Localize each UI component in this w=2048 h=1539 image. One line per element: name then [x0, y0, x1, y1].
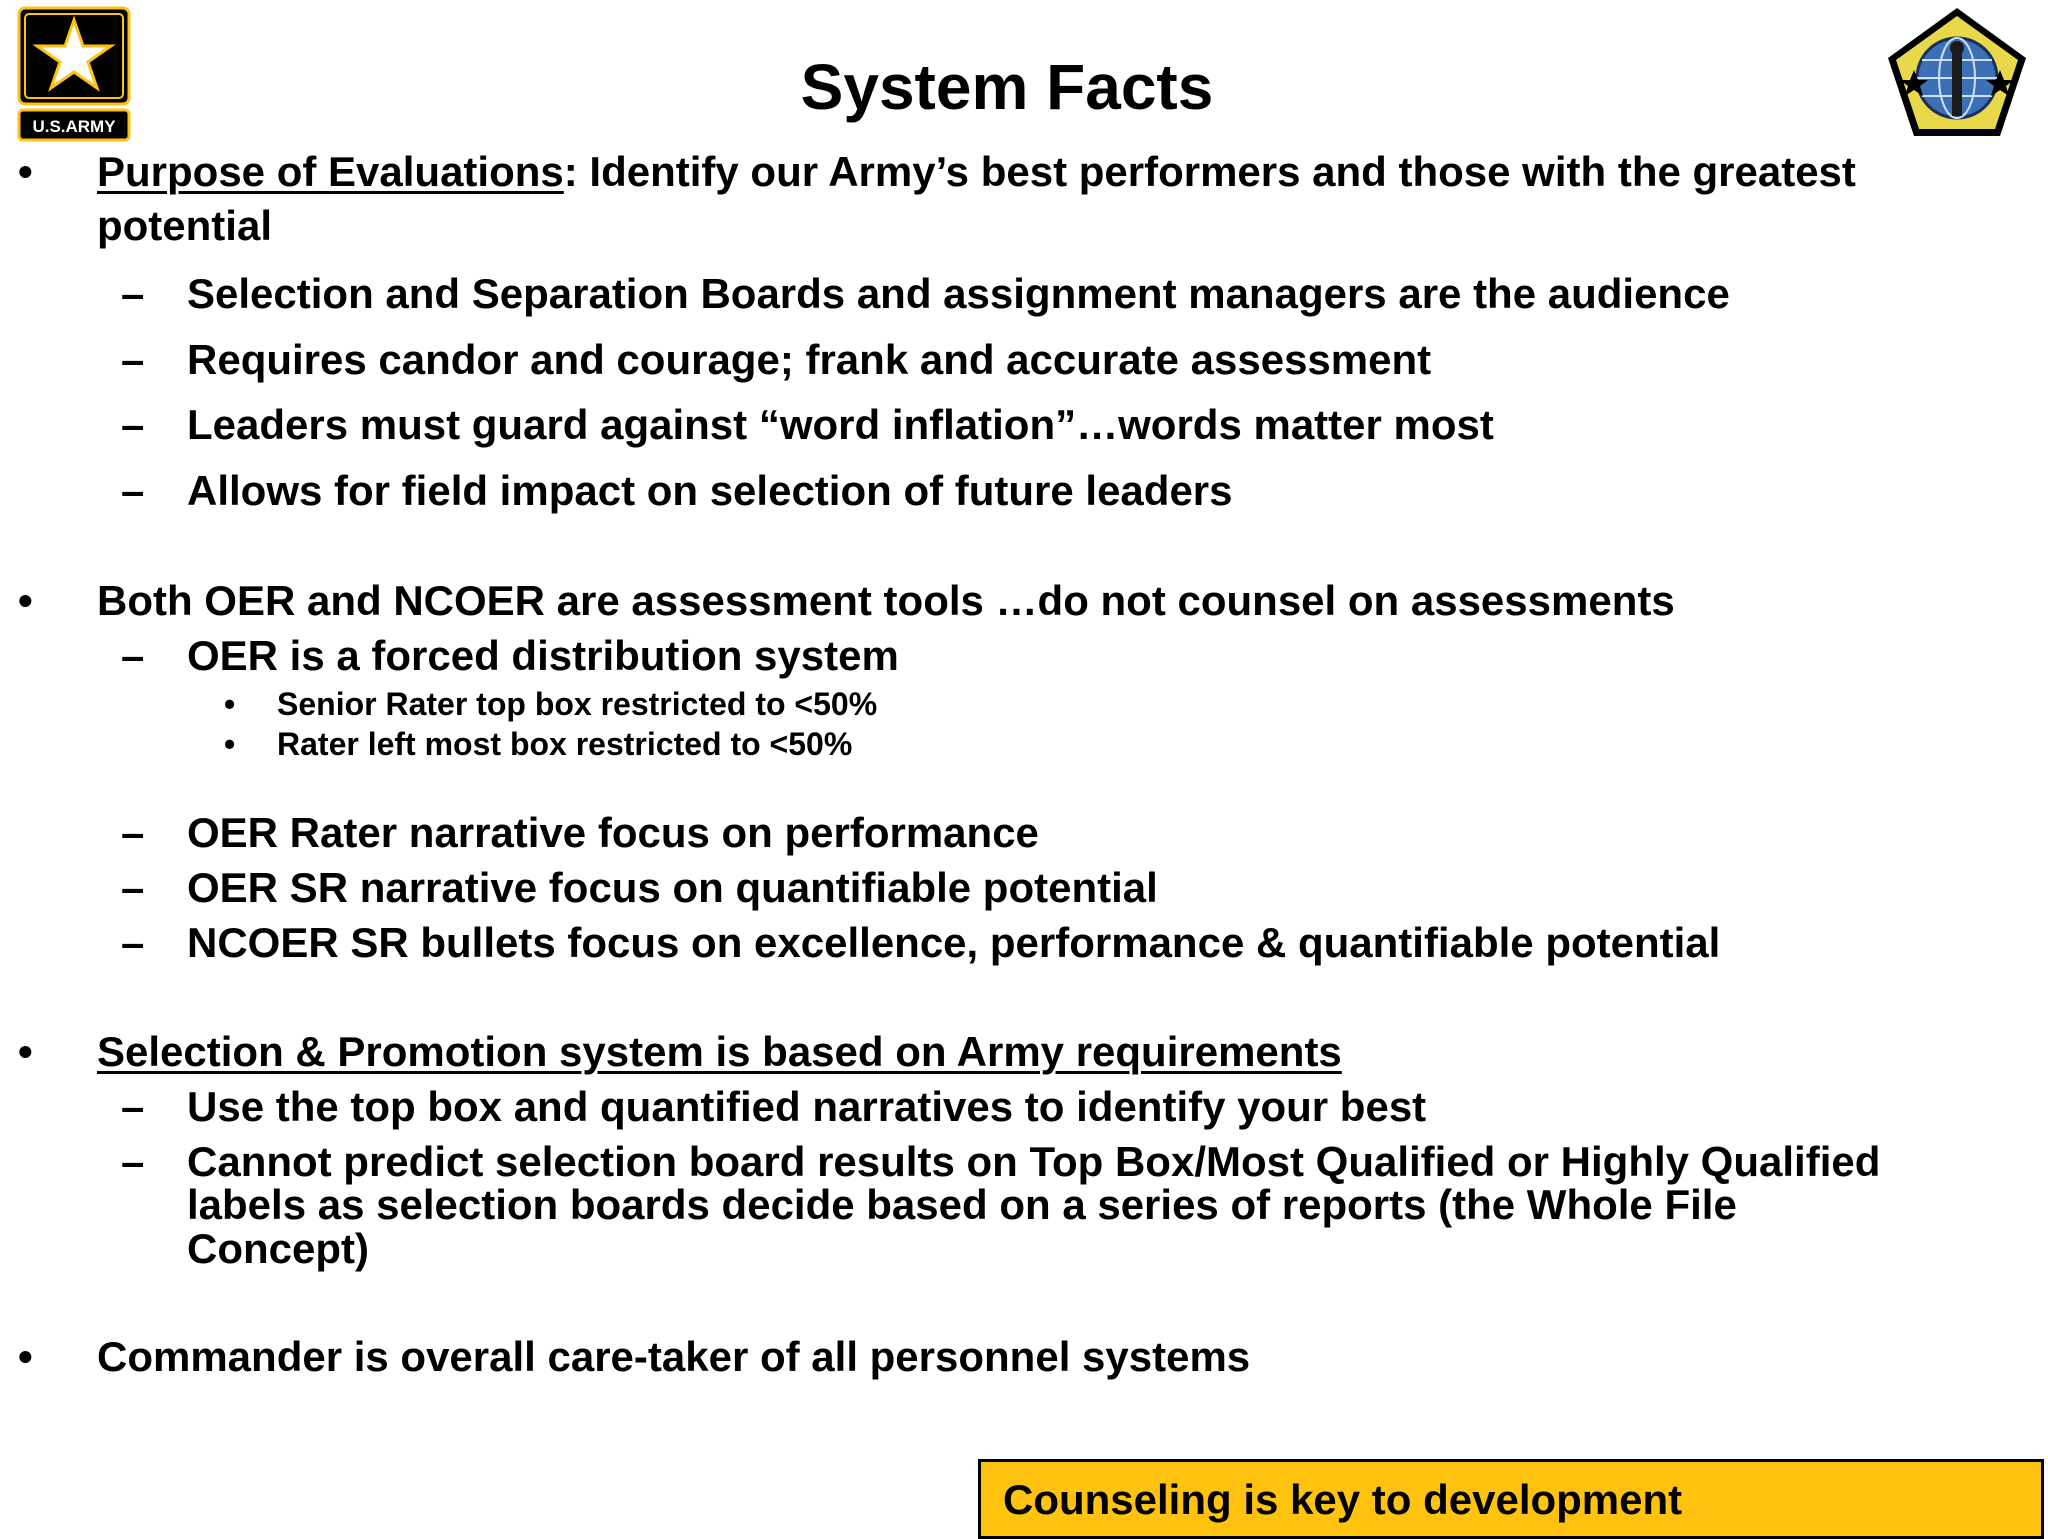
bullet-marker: • [18, 577, 33, 624]
sub-item-text: OER SR narrative focus on quantifiable potential [187, 864, 1158, 911]
callout-box: Counseling is key to development [978, 1459, 2044, 1539]
sub-item-text: Allows for field impact on selection of future leaders [187, 467, 1233, 514]
bullet-text: Both OER and NCOER are assessment tools …do not counsel on assessments [97, 577, 1675, 624]
sub-item-text: Leaders must guard against “word inflation”…words matter most [187, 401, 1494, 448]
bullet-marker: • [224, 726, 236, 762]
sub-item-text: Requires candor and courage; frank and accurate assessment [187, 336, 1432, 383]
separator: : [563, 148, 590, 195]
bullet-marker: • [224, 686, 236, 722]
dash-marker: – [121, 1138, 145, 1185]
dash-marker: – [121, 467, 145, 514]
dash-marker: – [121, 336, 145, 383]
sub-item-text: Use the top box and quantified narratives to identify your best [187, 1083, 1427, 1130]
dash-marker: – [121, 401, 145, 448]
sub-item-text: Selection and Separation Boards and assignment managers are the audience [187, 270, 1730, 317]
sub-item-text: Cannot predict selection board results on Top Box/Most Qualified or Highly Qualified [187, 1138, 1881, 1185]
purpose-text: Identify our Army’s best performers and those with the greatest [589, 148, 1856, 195]
sub-sub-item-text: Senior Rater top box restricted to <50% [277, 686, 878, 722]
dash-marker: – [121, 270, 145, 317]
dash-marker: – [121, 919, 145, 966]
bullet-marker: • [18, 1333, 33, 1380]
sub-item-text: OER is a forced distribution system [187, 632, 899, 679]
dash-marker: – [121, 809, 145, 856]
sub-item-text: OER Rater narrative focus on performance [187, 809, 1039, 856]
dash-marker: – [121, 1083, 145, 1130]
logo-left-text: U.S.ARMY [32, 117, 116, 136]
dash-marker: – [121, 864, 145, 911]
dash-marker: – [121, 632, 145, 679]
bullet-marker: • [18, 1028, 33, 1075]
page-title: System Facts [800, 51, 1214, 123]
sub-sub-item-text: Rater left most box restricted to <50% [277, 726, 853, 762]
bullet-text: Selection & Promotion system is based on Army requirements [97, 1028, 1342, 1075]
bullet-marker: • [18, 148, 33, 195]
purpose-label: Purpose of Evaluations [97, 148, 564, 195]
bullet-text: Commander is overall care-taker of all personnel systems [97, 1333, 1251, 1380]
bullet-text [97, 148, 1856, 196]
sub-item-text: NCOER SR bullets focus on excellence, performance & quantifiable potential [187, 919, 1721, 966]
sub-item-text: Concept) [187, 1225, 369, 1272]
sub-item-text: labels as selection boards decide based on a series of reports (the Whole File [187, 1181, 1737, 1228]
purpose-text-line2: potential [97, 202, 272, 249]
